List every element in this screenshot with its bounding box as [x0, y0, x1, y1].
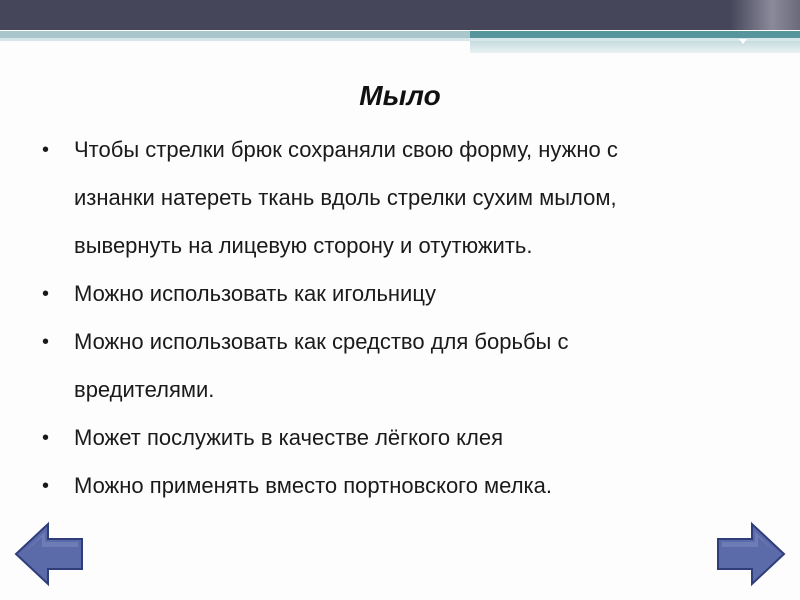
top-decor-bar [0, 0, 800, 30]
bullet-item-continuation [36, 174, 756, 222]
bullet-item-continuation [36, 366, 756, 414]
bullet-item-continuation [36, 222, 756, 270]
arrow-left-icon [14, 519, 84, 589]
bullet-text: вывернуть на лицевую сторону и отутюжить. [74, 233, 533, 258]
bullet-item [36, 414, 756, 462]
bullet-text: изнанки натереть ткань вдоль стрелки сухим мылом, [74, 185, 617, 210]
arrow-right-icon [716, 519, 786, 589]
bullet-dot: • [42, 475, 50, 497]
bullet-item [36, 462, 756, 510]
bullet-dot: • [42, 331, 50, 353]
bullet-item [36, 270, 756, 318]
bullet-item [36, 126, 756, 174]
bullet-text: Можно использовать как игольницу [74, 281, 436, 306]
bullet-dot: • [42, 427, 50, 449]
bullet-item [36, 318, 756, 366]
next-slide-button[interactable] [716, 519, 786, 589]
teal-decor-gradient [470, 41, 800, 53]
previous-slide-button[interactable] [14, 519, 84, 589]
top-decor-fade [730, 0, 800, 30]
teal-decor-accent [470, 31, 800, 38]
bullet-text: вредителями. [74, 377, 215, 402]
decor-marker [739, 39, 747, 44]
bullet-dot: • [42, 283, 50, 305]
bullet-text: Можно применять вместо портновского мелка. [74, 473, 552, 498]
bullet-list [36, 126, 756, 510]
slide-title: Мыло [359, 80, 441, 111]
bullet-text: Чтобы стрелки брюк сохраняли свою форму, нужно с [74, 137, 618, 162]
bullet-text: Может послужить в качестве лёгкого клея [74, 425, 504, 450]
bullet-text: Можно использовать как средство для борьбы с [74, 329, 569, 354]
bullet-dot: • [42, 139, 50, 161]
